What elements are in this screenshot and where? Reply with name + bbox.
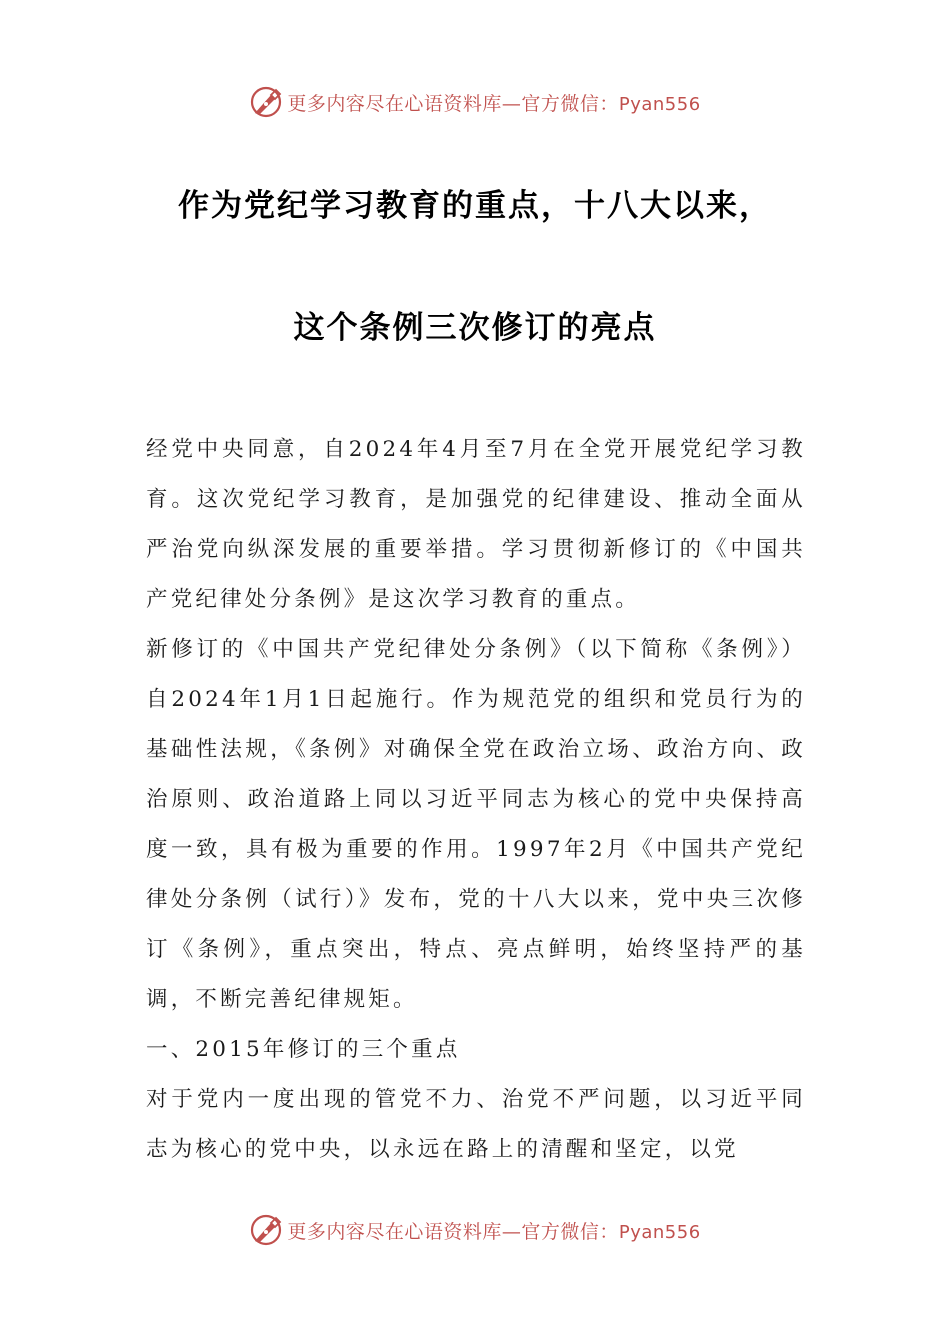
paragraph: 对于党内一度出现的管党不力、治党不严问题，以习近平同志为核心的党中央，以永远在路上的清醒和坚定，以党 (146, 1087, 806, 1162)
section-heading: 一、2015年修订的三个重点 (146, 1037, 461, 1062)
footer-banner (0, 1210, 950, 1250)
document-title-line-1: 作为党纪学习教育的重点，十八大以来， (178, 188, 772, 224)
pen-nib-icon (249, 85, 283, 119)
pen-nib-icon (249, 1213, 283, 1247)
document-title-line-2: 这个条例三次修订的亮点 (293, 310, 657, 346)
document-body (146, 425, 806, 1175)
banner-text: 更多内容尽在心语资料库—官方微信：Pyan556 (287, 92, 701, 115)
wechat-handle: Pyan556 (618, 93, 701, 115)
paragraph: 经党中央同意，自2024年4月至7月在全党开展党纪学习教育。这次党纪学习教育，是加强党的纪律建设、推动全面从严治党向纵深发展的重要举措。学习贯彻新修订的《中国共产党纪律处分条例》是这次学习教育的重点。 (146, 437, 806, 612)
banner-text: 更多内容尽在心语资料库—官方微信：Pyan556 (287, 1220, 701, 1243)
wechat-handle: Pyan556 (618, 1221, 701, 1243)
paragraph: 新修订的《中国共产党纪律处分条例》（以下简称《条例》）自2024年1月1日起施行。作为规范党的组织和党员行为的基础性法规，《条例》对确保全党在政治立场、政治方向、政治原则、政治道路上同以习近平同志为核心的党中央保持高度一致，具有极为重要的作用。1997年2月《中国共产党纪律处分条例（试行）》发布，党的十八大以来，党中央三次修订《条例》，重点突出，特点、亮点鲜明，始终坚持严的基调，不断完善纪律规矩。 (146, 637, 806, 1012)
header-banner (0, 82, 950, 122)
